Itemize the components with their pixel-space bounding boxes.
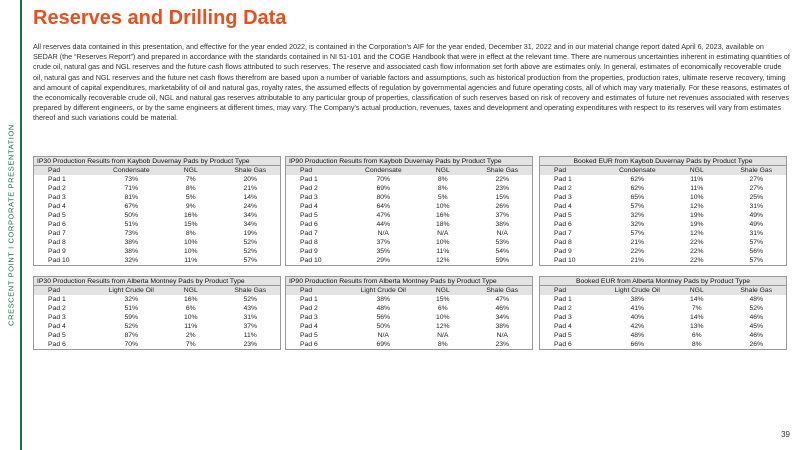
- table-cell: 7%: [185, 341, 196, 348]
- column-header: Condensate: [364, 167, 402, 174]
- column-header: Shale Gas: [486, 167, 519, 174]
- table-cell: 52%: [124, 323, 139, 330]
- table-cell: 47%: [376, 212, 391, 219]
- disclaimer-paragraph: All reserves data contained in this presentation, and effective for the year ended 2022, is contained in the Corporation’s AIF for the year ended, December 31, 2022 and in our material change report dated April 6, 2023, available on SEDAR (the “Reserves Report”) and prepared in accordance with the standards contained in NI 51-101 and the COGE Handbook that were in effect at the relevant time. There are numerous uncertainties inherent in estimating quantities of crude oil, natural gas and NGL reserves and the future cash flows attributed to such reserves. The reserve and associated cash flow information set forth above are estimates only. In general, estimates of economically recoverable crude oil, natural gas and NGL reserves and the future net cash flows therefrom are based upon a number of variable factors and assumptions, such as historical production from the properties, production rates, ultimate reserve recovery, timing and amount of capital expenditures, marketability of oil and natural gas, royalty rates, the assumed effects of regulation by governmental agencies and future operating costs, all of which may vary materially. For these reasons, estimates of the economically recoverable crude oil, NGL and natural gas reserves attributable to any particular group of properties, classification of such reserves based on risk of recovery and estimates of future net revenues associated with reserves prepared by different engineers, or by the same engineers at different times, may vary. The Company's actual production, revenues, taxes and development and operating expenditures with respect to its reserves will vary from estimates thereof and such variations could be material.: [33, 42, 790, 123]
- table-cell: 65%: [630, 194, 645, 201]
- table-cell: Pad 3: [300, 194, 318, 201]
- table-cell: Pad 9: [554, 248, 572, 255]
- table-row: [540, 193, 786, 202]
- table-cell: 57%: [630, 230, 645, 237]
- table-ip30-kaybob: [33, 156, 281, 266]
- table-cell: 37%: [243, 323, 258, 330]
- table-eur-montney: [539, 276, 787, 350]
- table-cell: 40%: [630, 314, 645, 321]
- table-cell: 66%: [630, 341, 645, 348]
- column-header: Shale Gas: [740, 167, 773, 174]
- table-title: IP90 Production Results from Alberta Montney Pads by Product Type: [286, 277, 532, 286]
- column-header: Pad: [300, 287, 313, 294]
- table-cell: Pad 3: [554, 314, 572, 321]
- table-cell: 87%: [124, 332, 139, 339]
- table-cell: 51%: [124, 305, 139, 312]
- table-cell: 64%: [376, 203, 391, 210]
- table-cell: N/A: [437, 230, 449, 237]
- table-row: [34, 229, 280, 238]
- table-row: [34, 184, 280, 193]
- table-cell: 32%: [124, 257, 139, 264]
- table-cell: 53%: [495, 239, 510, 246]
- table-cell: 24%: [243, 203, 258, 210]
- table-cell: 12%: [435, 257, 450, 264]
- column-header: Shale Gas: [234, 167, 267, 174]
- table-cell: 59%: [124, 314, 139, 321]
- table-cell: 70%: [124, 341, 139, 348]
- column-header: NGL: [183, 167, 198, 174]
- table-cell: 27%: [749, 176, 764, 183]
- table-cell: 32%: [124, 296, 139, 303]
- table-cell: Pad 2: [300, 305, 318, 312]
- table-row: [286, 340, 532, 349]
- table-cell: 8%: [437, 185, 448, 192]
- table-row: [34, 238, 280, 247]
- table-cell: 7%: [691, 305, 702, 312]
- table-cell: N/A: [437, 332, 449, 339]
- table-cell: Pad 3: [554, 194, 572, 201]
- sidebar-label: CRESCENT POINT I CORPORATE PRESENTATION: [6, 124, 16, 326]
- column-header: Condensate: [618, 167, 656, 174]
- table-cell: 49%: [749, 221, 764, 228]
- table-row: [286, 229, 532, 238]
- table-cell: 12%: [435, 323, 450, 330]
- table-cell: 52%: [243, 296, 258, 303]
- table-cell: Pad 8: [48, 239, 66, 246]
- table-cell: 11%: [243, 332, 257, 339]
- table-cell: 57%: [749, 239, 764, 246]
- table-cell: Pad 1: [554, 176, 572, 183]
- table-cell: 73%: [124, 230, 139, 237]
- table-cell: 34%: [243, 221, 258, 228]
- table-row: [286, 238, 532, 247]
- table-row: [34, 331, 280, 340]
- table-cell: 18%: [435, 221, 450, 228]
- table-cell: Pad 6: [300, 341, 318, 348]
- table-cell: 16%: [183, 296, 198, 303]
- table-row: [286, 295, 532, 304]
- table-cell: 14%: [689, 296, 704, 303]
- table-cell: Pad 4: [300, 203, 318, 210]
- table-cell: 5%: [185, 194, 196, 201]
- table-cell: Pad 1: [300, 176, 318, 183]
- table-cell: Pad 1: [300, 296, 318, 303]
- table-cell: Pad 6: [48, 341, 66, 348]
- table-row: [286, 256, 532, 265]
- table-cell: Pad 10: [48, 257, 70, 264]
- table-cell: 6%: [691, 332, 702, 339]
- table-cell: 8%: [437, 176, 448, 183]
- table-cell: 22%: [689, 248, 704, 255]
- table-cell: 29%: [376, 257, 391, 264]
- table-cell: 22%: [689, 257, 704, 264]
- table-cell: 38%: [124, 239, 139, 246]
- table-header-row: [540, 166, 786, 175]
- table-cell: 34%: [495, 314, 510, 321]
- table-row: [286, 202, 532, 211]
- table-cell: 56%: [749, 248, 764, 255]
- table-cell: 62%: [630, 176, 645, 183]
- table-cell: 22%: [630, 248, 645, 255]
- table-row: [286, 193, 532, 202]
- table-cell: Pad 5: [300, 212, 318, 219]
- table-cell: 54%: [495, 248, 510, 255]
- table-cell: 23%: [495, 341, 510, 348]
- table-cell: 42%: [630, 323, 645, 330]
- table-cell: 8%: [185, 185, 196, 192]
- table-cell: 16%: [435, 212, 450, 219]
- table-cell: 23%: [495, 185, 510, 192]
- table-cell: 22%: [689, 239, 704, 246]
- table-cell: 50%: [376, 323, 391, 330]
- table-row: [540, 211, 786, 220]
- table-row: [540, 331, 786, 340]
- table-cell: 32%: [630, 221, 645, 228]
- table-row: [34, 322, 280, 331]
- table-cell: Pad 6: [554, 341, 572, 348]
- table-cell: Pad 4: [554, 323, 572, 330]
- table-title: Booked EUR from Alberta Montney Pads by Product Type: [540, 277, 786, 286]
- column-header: NGL: [183, 287, 198, 294]
- table-cell: Pad 9: [48, 248, 66, 255]
- table-row: [34, 175, 280, 184]
- table-cell: 38%: [495, 221, 510, 228]
- table-cell: 69%: [376, 185, 391, 192]
- table-row: [540, 229, 786, 238]
- table-cell: Pad 7: [300, 230, 318, 237]
- table-cell: 15%: [435, 296, 450, 303]
- table-row: [34, 247, 280, 256]
- table-cell: 38%: [495, 323, 510, 330]
- table-cell: Pad 2: [554, 305, 572, 312]
- column-header: NGL: [435, 287, 450, 294]
- table-header-row: [34, 166, 280, 175]
- table-cell: Pad 6: [554, 221, 572, 228]
- table-cell: 8%: [437, 341, 448, 348]
- table-cell: 11%: [690, 176, 704, 183]
- table-cell: Pad 5: [554, 332, 572, 339]
- table-cell: Pad 8: [554, 239, 572, 246]
- table-cell: 26%: [749, 341, 764, 348]
- table-cell: 10%: [183, 248, 198, 255]
- table-cell: 38%: [630, 296, 645, 303]
- table-row: [286, 247, 532, 256]
- table-cell: 69%: [376, 341, 391, 348]
- table-header-row: [34, 286, 280, 295]
- table-cell: 49%: [749, 212, 764, 219]
- column-header: Pad: [554, 167, 567, 174]
- table-row: [540, 340, 786, 349]
- table-row: [34, 295, 280, 304]
- table-row: [286, 220, 532, 229]
- table-cell: 21%: [630, 239, 645, 246]
- table-cell: 10%: [183, 314, 198, 321]
- table-row: [34, 340, 280, 349]
- table-cell: Pad 4: [300, 323, 318, 330]
- column-header: Pad: [48, 287, 61, 294]
- table-header-row: [540, 286, 786, 295]
- table-row: [34, 193, 280, 202]
- table-row: [286, 184, 532, 193]
- table-title: Booked EUR from Kaybob Duvernay Pads by Product Type: [540, 157, 786, 166]
- table-cell: Pad 5: [48, 332, 66, 339]
- table-cell: Pad 4: [48, 323, 66, 330]
- table-cell: 67%: [124, 203, 139, 210]
- table-cell: 46%: [749, 332, 764, 339]
- table-row: [286, 304, 532, 313]
- table-cell: Pad 10: [554, 257, 576, 264]
- column-header: Pad: [48, 167, 61, 174]
- table-row: [34, 202, 280, 211]
- table-cell: 9%: [185, 203, 196, 210]
- table-cell: 2%: [185, 332, 196, 339]
- table-cell: 13%: [689, 323, 704, 330]
- table-cell: Pad 2: [48, 305, 66, 312]
- table-cell: 59%: [495, 257, 510, 264]
- table-cell: Pad 5: [48, 212, 66, 219]
- table-row: [34, 313, 280, 322]
- table-cell: N/A: [377, 230, 389, 237]
- table-cell: 47%: [495, 296, 510, 303]
- table-cell: 5%: [437, 194, 448, 201]
- table-cell: 19%: [243, 230, 258, 237]
- table-cell: 14%: [689, 314, 704, 321]
- table-title: IP90 Production Results from Kaybob Duvernay Pads by Product Type: [286, 157, 532, 166]
- table-cell: Pad 2: [300, 185, 318, 192]
- table-cell: Pad 5: [300, 332, 318, 339]
- table-cell: Pad 1: [554, 296, 572, 303]
- table-cell: 12%: [689, 203, 704, 210]
- table-row: [540, 202, 786, 211]
- table-row: [34, 220, 280, 229]
- column-header: NGL: [689, 287, 704, 294]
- table-cell: 15%: [495, 194, 510, 201]
- table-cell: 41%: [630, 305, 645, 312]
- table-cell: 45%: [749, 323, 764, 330]
- table-header-row: [286, 286, 532, 295]
- table-cell: 12%: [689, 230, 704, 237]
- table-cell: Pad 6: [300, 221, 318, 228]
- table-cell: 15%: [183, 221, 198, 228]
- table-cell: Pad 2: [554, 185, 572, 192]
- table-cell: 46%: [749, 314, 764, 321]
- table-cell: 21%: [630, 257, 645, 264]
- table-cell: 11%: [184, 323, 198, 330]
- table-ip90-kaybob: [285, 156, 533, 266]
- column-header: Light Crude Oil: [360, 287, 406, 294]
- sidebar: [0, 0, 22, 450]
- column-header: Pad: [554, 287, 567, 294]
- table-cell: Pad 1: [48, 296, 66, 303]
- table-cell: 48%: [630, 332, 645, 339]
- table-cell: N/A: [496, 230, 508, 237]
- table-cell: Pad 3: [300, 314, 318, 321]
- table-cell: 10%: [435, 203, 450, 210]
- table-cell: 22%: [495, 176, 510, 183]
- table-ip90-montney: [285, 276, 533, 350]
- table-row: [34, 304, 280, 313]
- table-cell: 35%: [376, 248, 391, 255]
- table-row: [540, 247, 786, 256]
- table-cell: 7%: [185, 176, 196, 183]
- table-cell: 73%: [124, 176, 139, 183]
- table-cell: 57%: [749, 257, 764, 264]
- table-cell: Pad 6: [48, 221, 66, 228]
- table-row: [540, 220, 786, 229]
- table-cell: 51%: [124, 221, 139, 228]
- table-ip30-montney: [33, 276, 281, 350]
- table-row: [34, 256, 280, 265]
- table-cell: 19%: [689, 221, 704, 228]
- table-title: IP30 Production Results from Alberta Montney Pads by Product Type: [34, 277, 280, 286]
- table-cell: 38%: [376, 296, 391, 303]
- table-cell: Pad 4: [554, 203, 572, 210]
- table-cell: 43%: [243, 305, 258, 312]
- table-eur-kaybob: [539, 156, 787, 266]
- table-cell: 16%: [183, 212, 198, 219]
- table-cell: 52%: [243, 248, 258, 255]
- table-cell: 11%: [690, 185, 704, 192]
- table-cell: 26%: [495, 203, 510, 210]
- page-title: Reserves and Drilling Data: [33, 7, 287, 29]
- table-cell: 71%: [124, 185, 139, 192]
- table-row: [540, 295, 786, 304]
- table-cell: 50%: [124, 212, 139, 219]
- table-cell: 10%: [435, 239, 450, 246]
- table-cell: 32%: [630, 212, 645, 219]
- table-cell: Pad 3: [48, 314, 66, 321]
- table-cell: Pad 7: [554, 230, 572, 237]
- table-cell: 19%: [689, 212, 704, 219]
- table-cell: Pad 4: [48, 203, 66, 210]
- table-row: [286, 331, 532, 340]
- table-row: [540, 238, 786, 247]
- table-cell: 34%: [243, 212, 258, 219]
- table-cell: Pad 7: [48, 230, 66, 237]
- table-cell: 27%: [749, 185, 764, 192]
- table-cell: 37%: [376, 239, 391, 246]
- table-cell: N/A: [496, 332, 508, 339]
- table-cell: 81%: [124, 194, 139, 201]
- table-cell: 70%: [376, 176, 391, 183]
- table-row: [286, 322, 532, 331]
- table-cell: 23%: [243, 341, 258, 348]
- table-cell: 57%: [243, 257, 258, 264]
- table-cell: 6%: [185, 305, 196, 312]
- table-row: [540, 304, 786, 313]
- table-title: IP30 Production Results from Kaybob Duvernay Pads by Product Type: [34, 157, 280, 166]
- table-cell: 52%: [243, 239, 258, 246]
- sidebar-stripe: [20, 0, 22, 450]
- column-header: NGL: [689, 167, 704, 174]
- table-cell: N/A: [377, 332, 389, 339]
- table-cell: 48%: [749, 296, 764, 303]
- table-cell: 57%: [630, 203, 645, 210]
- table-cell: Pad 2: [48, 185, 66, 192]
- table-cell: 38%: [124, 248, 139, 255]
- table-cell: 31%: [749, 203, 764, 210]
- column-header: Pad: [300, 167, 313, 174]
- page-number: 39: [781, 430, 790, 439]
- table-row: [540, 256, 786, 265]
- table-cell: 21%: [243, 185, 258, 192]
- table-cell: 46%: [495, 305, 510, 312]
- column-header: Shale Gas: [740, 287, 773, 294]
- column-header: Shale Gas: [486, 287, 519, 294]
- column-header: NGL: [435, 167, 450, 174]
- table-cell: 31%: [749, 230, 764, 237]
- column-header: Light Crude Oil: [614, 287, 660, 294]
- table-cell: Pad 10: [300, 257, 322, 264]
- table-cell: 8%: [691, 341, 702, 348]
- table-cell: 62%: [630, 185, 645, 192]
- table-cell: 56%: [376, 314, 391, 321]
- table-row: [286, 175, 532, 184]
- table-cell: 37%: [495, 212, 510, 219]
- table-row: [540, 184, 786, 193]
- table-cell: 80%: [376, 194, 391, 201]
- table-row: [540, 313, 786, 322]
- table-cell: 52%: [749, 305, 764, 312]
- table-cell: Pad 3: [48, 194, 66, 201]
- table-cell: 6%: [437, 305, 448, 312]
- table-header-row: [286, 166, 532, 175]
- table-cell: Pad 8: [300, 239, 318, 246]
- table-row: [286, 313, 532, 322]
- table-row: [540, 322, 786, 331]
- table-cell: 10%: [435, 314, 450, 321]
- table-cell: 10%: [183, 239, 198, 246]
- table-cell: 48%: [376, 305, 391, 312]
- table-cell: 25%: [749, 194, 764, 201]
- table-cell: 44%: [376, 221, 391, 228]
- table-cell: 20%: [243, 176, 258, 183]
- table-cell: 10%: [689, 194, 704, 201]
- column-header: Condensate: [112, 167, 150, 174]
- table-cell: 8%: [185, 230, 196, 237]
- table-cell: 11%: [184, 257, 198, 264]
- table-row: [540, 175, 786, 184]
- table-cell: Pad 1: [48, 176, 66, 183]
- table-cell: 14%: [243, 194, 258, 201]
- table-cell: 31%: [243, 314, 258, 321]
- column-header: Light Crude Oil: [108, 287, 154, 294]
- table-row: [286, 211, 532, 220]
- table-cell: Pad 5: [554, 212, 572, 219]
- table-cell: Pad 9: [300, 248, 318, 255]
- column-header: Shale Gas: [234, 287, 267, 294]
- table-row: [34, 211, 280, 220]
- table-cell: 11%: [436, 248, 450, 255]
